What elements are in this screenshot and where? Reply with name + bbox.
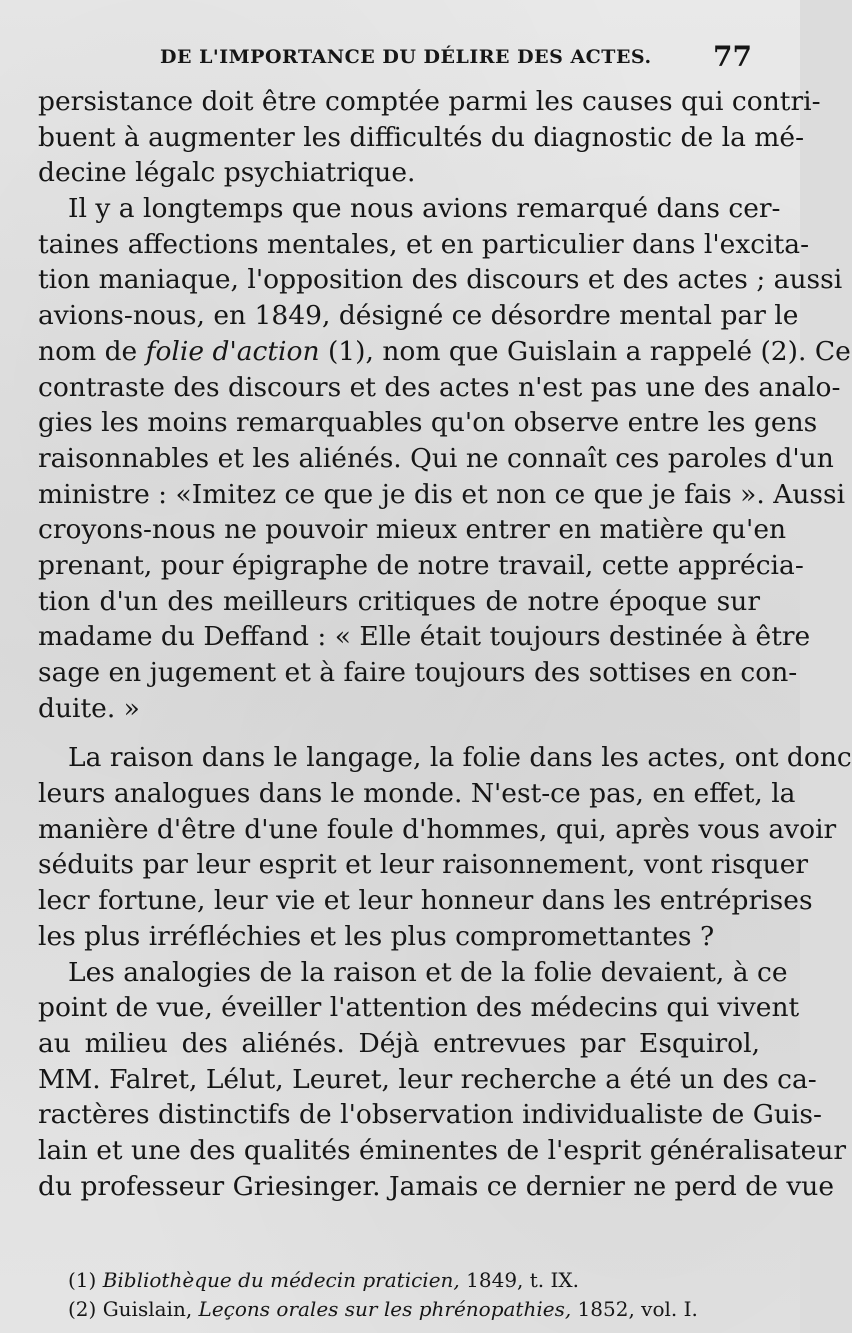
text-line: au milieu des aliénés. Déjà entrevues par Esquirol, [38,1027,760,1059]
footnote-1 [38,1266,760,1295]
text-line: MM. Falret, Lélut, Leuret, leur recherche a été un des ca- [38,1063,817,1095]
footnote-detail: 1852, vol. I. [571,1297,698,1322]
text-line: duite. » [38,692,140,724]
text-line: tion d'un des meilleurs critiques de notre époque sur [38,585,760,617]
text-line: La raison dans le langage, la folie dans les actes, ont donc [68,742,852,774]
text-line: decine légalc psychiatrique. [38,157,416,189]
footnote-author: Guislain, [102,1297,193,1322]
footnote-marker: (2) [68,1297,97,1322]
body-text [38,84,852,1324]
text-line: séduits par leur esprit et leur raisonnement, vont risquer [38,849,809,881]
text-line: lecr fortune, leur vie et leur honneur dans les entréprises [38,885,813,917]
text-line: contraste des discours et des actes n'est pas une des analo- [38,371,841,403]
footnote-detail: 1849, t. IX. [459,1268,579,1293]
text-line: prenant, pour épigraphe de notre travail, cette apprécia- [38,549,804,581]
text-segment: (1), nom que Guislain a rappelé [319,335,761,367]
running-title: DE L'IMPORTANCE DU DÉLIRE DES ACTES. [160,46,652,68]
text-line: du professeur Griesinger. Jamais ce dernier ne perd de vue [38,1170,835,1202]
footnote-title: Leçons orales sur les phrénopathies, [192,1297,572,1322]
text-segment: nom de [38,335,146,367]
page-number: 77 [713,40,752,73]
text-line: Les analogies de la raison et de la folie devaient, à ce [68,956,788,988]
text-line: Il y a longtemps que nous avions remarqué dans cer- [68,193,781,225]
footnote-title: Bibliothèque du médecin praticien, [102,1268,460,1293]
footnote-2 [38,1295,760,1324]
text-line: raisonnables et les aliénés. Qui ne connaît ces paroles d'un [38,442,834,474]
text-line: ministre : «Imitez ce que je dis et non ce que je fais ». Aussi [38,478,846,510]
text-line: point de vue, éveiller l'attention des médecins qui vivent [38,992,800,1024]
text-line: tion maniaque, l'opposition des discours et des actes ; aussi [38,264,843,296]
footnote-marker: (1) [68,1268,97,1293]
text-line: madame du Deffand : « Elle était toujours destinée à être [38,621,811,653]
italic-phrase: folie d'action [145,335,320,367]
running-head [38,36,760,76]
text-line [38,334,851,370]
paragraph-gap [38,726,760,740]
text-line: gies les moins remarquables qu'on observe entre les gens [38,407,818,439]
text-line: avions-nous, en 1849, désigné ce désordre mental par le [38,300,799,332]
text-line: manière d'être d'une foule d'hommes, qui, après vous avoir [38,813,837,845]
footnote-separator [38,1204,760,1266]
text-line: taines affections mentales, et en particulier dans l'excita- [38,228,810,260]
text-line: persistance doit être comptée parmi les causes qui contri- [38,86,821,117]
text-line: les plus irréfléchies et les plus compromettantes ? [38,920,715,952]
text-line: croyons-nous ne pouvoir mieux entrer en matière qu'en [38,514,787,546]
text-line: lain et une des qualités éminentes de l'esprit généralisateur [38,1134,847,1166]
text-line: leurs analogues dans le monde. N'est-ce pas, en effet, la [38,778,796,810]
text-line: ractères distinctifs de l'observation individualiste de Guis- [38,1099,822,1131]
text-line: sage en jugement et à faire toujours des sottises en con- [38,657,798,688]
text-line: buent à augmenter les difficultés du diagnostic de la mé- [38,121,805,153]
text-segment: (2). Ce [760,335,851,367]
